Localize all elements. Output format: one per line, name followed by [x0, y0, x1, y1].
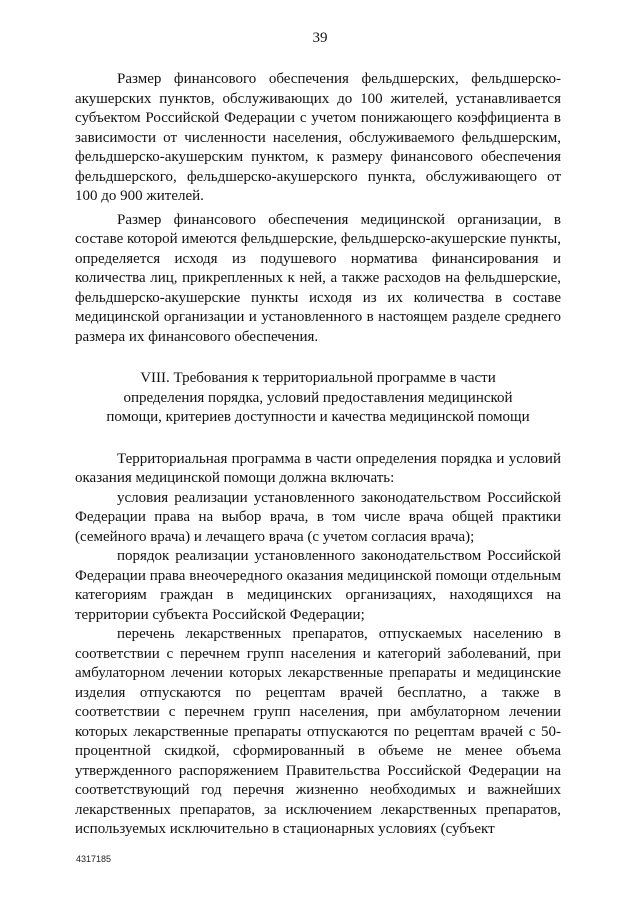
paragraph-priority-care: порядок реализации установленного законодательством Российской Федерации права внеочередного оказания медицинской помощи отдельным категориям граждан в медицинских организациях, находящихся на территории субъекта Российской Федерации;: [75, 548, 561, 623]
document-code: 4317185: [76, 854, 112, 864]
document-body: [75, 70, 561, 840]
section-heading-line-3: помощи, критериев доступности и качества медицинской помощи: [106, 409, 530, 425]
paragraph-doctor-choice: условия реализации установленного законодательством Российской Федерации права на выбор врача, в том числе врача общей практики (семейного врача) и лечащего врача (с учетом согласия врача);: [75, 489, 561, 545]
paragraph-org-funding: Размер финансового обеспечения медицинской организации, в составе которой имеются фельдшерские, фельдшерско-акушерские пункты, определяется исходя из подушевого норматива финансирования и количества лиц, прикрепленных к ней, а также расходов на фельдшерские, фельдшерско-акушерские пункты исходя из их количества в составе медицинской организации и установленного в настоящем разделе среднего размера их финансового обеспечения.: [75, 211, 561, 345]
paragraph-program-intro: Территориальная программа в части определения порядка и условий оказания медицинской помощи должна включать:: [75, 450, 561, 486]
section-heading-line-2: определения порядка, условий предоставления медицинской: [123, 389, 513, 406]
page-number: 39: [312, 30, 328, 46]
section-heading-line-1: VIII. Требования к территориальной программе в части: [140, 370, 496, 386]
paragraph-fap-funding: Размер финансового обеспечения фельдшерских, фельдшерско-акушерских пунктов, обслуживающих до 100 жителей, устанавливается субъектом Российской Федерации с учетом понижающего коэффициента в зависимости от численности населения, обслуживаемого фельдшерским, фельдшерско-акушерским пунктом, к размеру финансового обеспечения фельдшерского, фельдшерско-акушерского пункта, обслуживающего от 100 до 900 жителей.: [75, 71, 561, 204]
paragraph-medicines-list: перечень лекарственных препаратов, отпускаемых населению в соответствии с перечнем групп населения и категорий заболеваний, при амбулаторном лечении которых лекарственные препараты и медицинские изделия отпускаются по рецептам врачей бесплатно, а также в соответствии с перечнем групп населения, при амбулаторном лечении которых лекарственные препараты отпускаются по рецептам врачей с 50-процентной скидкой, сформированный в объеме не менее объема утвержденного распоряжением Правительства Российской Федерации на соответствующий год перечня жизненно необходимых и важнейших лекарственных препаратов, за исключением лекарственных препаратов, используемых исключительно в стационарных условиях (субъект: [75, 626, 561, 837]
section-heading: [75, 369, 561, 428]
